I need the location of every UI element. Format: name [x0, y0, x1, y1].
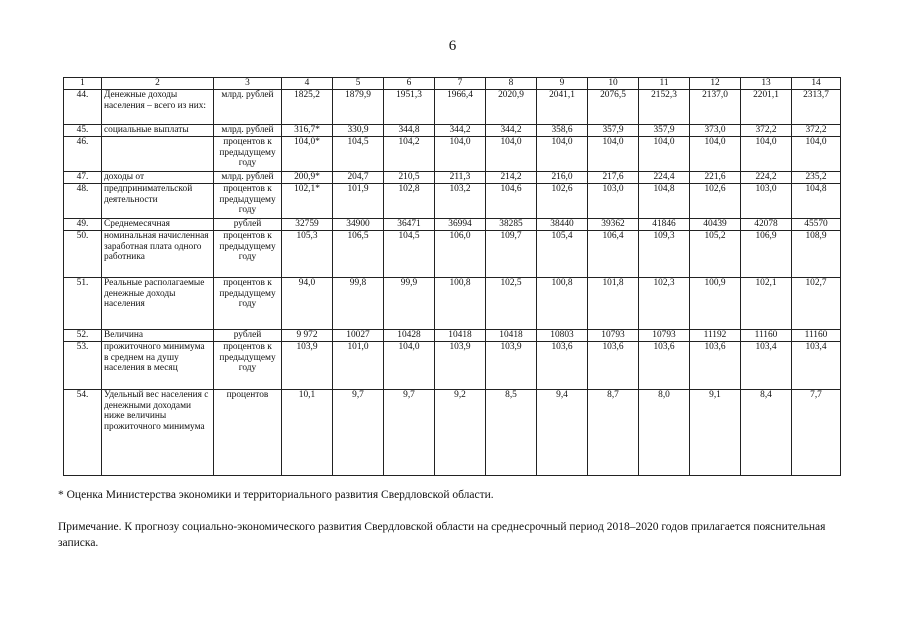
value-cell: 103,4 [741, 342, 792, 390]
value-cell: 104,0* [282, 137, 333, 172]
table-row [64, 278, 841, 330]
value-cell: 103,9 [486, 342, 537, 390]
value-cell: 105,4 [537, 231, 588, 278]
indicator-name: доходы от [102, 172, 214, 184]
note: Примечание. К прогнозу социально-экономического развития Свердловской области на среднесрочный период 2018–2020 годов прилагается пояснительная записка. [58, 521, 826, 549]
value-cell: 106,5 [333, 231, 384, 278]
row-number: 47. [64, 172, 102, 184]
value-cell: 224,4 [639, 172, 690, 184]
value-cell: 2137,0 [690, 90, 741, 125]
value-cell: 106,4 [588, 231, 639, 278]
value-cell: 103,0 [588, 184, 639, 219]
value-cell: 2041,1 [537, 90, 588, 125]
value-cell: 100,8 [435, 278, 486, 330]
value-cell: 100,8 [537, 278, 588, 330]
indicator-name: прожиточного минимума в среднем на душу населения в месяц [102, 342, 214, 390]
unit: процентов к предыдущему году [214, 137, 282, 172]
table-row [64, 390, 841, 476]
value-cell: 109,3 [639, 231, 690, 278]
value-cell: 104,2 [384, 137, 435, 172]
row-number: 53. [64, 342, 102, 390]
value-cell: 10418 [486, 330, 537, 342]
value-cell: 2020,9 [486, 90, 537, 125]
value-cell: 38440 [537, 219, 588, 231]
row-number: 44. [64, 90, 102, 125]
row-number: 46. [64, 137, 102, 172]
value-cell: 2313,7 [792, 90, 841, 125]
forecast-table [63, 77, 841, 476]
indicator-name: социальные выплаты [102, 125, 214, 137]
value-cell: 104,0 [537, 137, 588, 172]
column-header: 7 [435, 78, 486, 90]
value-cell: 2201,1 [741, 90, 792, 125]
indicator-name: номинальная начисленная заработная плата одного работника [102, 231, 214, 278]
value-cell: 40439 [690, 219, 741, 231]
value-cell: 210,5 [384, 172, 435, 184]
value-cell: 1966,4 [435, 90, 486, 125]
value-cell: 9,4 [537, 390, 588, 476]
table-row [64, 342, 841, 390]
value-cell: 106,9 [741, 231, 792, 278]
unit: процентов к предыдущему году [214, 342, 282, 390]
unit: рублей [214, 330, 282, 342]
value-cell: 104,0 [690, 137, 741, 172]
value-cell: 358,6 [537, 125, 588, 137]
value-cell: 42078 [741, 219, 792, 231]
value-cell: 104,0 [435, 137, 486, 172]
value-cell: 373,0 [690, 125, 741, 137]
value-cell: 357,9 [588, 125, 639, 137]
value-cell: 2076,5 [588, 90, 639, 125]
value-cell: 344,2 [435, 125, 486, 137]
row-number: 54. [64, 390, 102, 476]
column-header: 6 [384, 78, 435, 90]
column-header: 2 [102, 78, 214, 90]
page-number: 6 [448, 38, 457, 54]
value-cell: 104,0 [486, 137, 537, 172]
value-cell: 102,6 [690, 184, 741, 219]
value-cell: 9 972 [282, 330, 333, 342]
value-cell: 8,0 [639, 390, 690, 476]
value-cell: 99,9 [384, 278, 435, 330]
unit: процентов к предыдущему году [214, 278, 282, 330]
table-row [64, 184, 841, 219]
value-cell: 101,9 [333, 184, 384, 219]
value-cell: 10428 [384, 330, 435, 342]
value-cell: 10,1 [282, 390, 333, 476]
column-header: 8 [486, 78, 537, 90]
column-header: 11 [639, 78, 690, 90]
value-cell: 104,5 [333, 137, 384, 172]
row-number: 51. [64, 278, 102, 330]
value-cell: 9,7 [384, 390, 435, 476]
table-row [64, 172, 841, 184]
column-header: 3 [214, 78, 282, 90]
value-cell: 102,7 [792, 278, 841, 330]
value-cell: 214,2 [486, 172, 537, 184]
value-cell: 32759 [282, 219, 333, 231]
value-cell: 9,2 [435, 390, 486, 476]
value-cell: 103,2 [435, 184, 486, 219]
value-cell: 41846 [639, 219, 690, 231]
value-cell: 100,9 [690, 278, 741, 330]
value-cell: 104,6 [486, 184, 537, 219]
value-cell: 101,8 [588, 278, 639, 330]
row-number: 52. [64, 330, 102, 342]
value-cell: 11160 [792, 330, 841, 342]
value-cell: 372,2 [741, 125, 792, 137]
table-row [64, 137, 841, 172]
value-cell: 102,3 [639, 278, 690, 330]
table-row [64, 231, 841, 278]
table-row [64, 330, 841, 342]
value-cell: 105,2 [690, 231, 741, 278]
row-number: 50. [64, 231, 102, 278]
indicator-name: Величина [102, 330, 214, 342]
table-row [64, 125, 841, 137]
value-cell: 104,8 [639, 184, 690, 219]
value-cell: 11160 [741, 330, 792, 342]
table-row [64, 219, 841, 231]
value-cell: 200,9* [282, 172, 333, 184]
value-cell: 104,8 [792, 184, 841, 219]
value-cell: 104,0 [384, 342, 435, 390]
value-cell: 101,0 [333, 342, 384, 390]
value-cell: 106,0 [435, 231, 486, 278]
value-cell: 103,0 [741, 184, 792, 219]
value-cell: 8,7 [588, 390, 639, 476]
value-cell: 38285 [486, 219, 537, 231]
value-cell: 103,6 [639, 342, 690, 390]
value-cell: 104,0 [741, 137, 792, 172]
value-cell: 102,1 [741, 278, 792, 330]
unit: млрд. рублей [214, 125, 282, 137]
column-header: 5 [333, 78, 384, 90]
value-cell: 103,9 [435, 342, 486, 390]
value-cell: 235,2 [792, 172, 841, 184]
value-cell: 344,2 [486, 125, 537, 137]
value-cell: 10027 [333, 330, 384, 342]
value-cell: 1951,3 [384, 90, 435, 125]
unit: млрд. рублей [214, 90, 282, 125]
value-cell: 102,6 [537, 184, 588, 219]
value-cell: 1825,2 [282, 90, 333, 125]
value-cell: 344,8 [384, 125, 435, 137]
unit: процентов [214, 390, 282, 476]
table-row [64, 90, 841, 125]
value-cell: 102,1* [282, 184, 333, 219]
value-cell: 2152,3 [639, 90, 690, 125]
indicator-name [102, 137, 214, 172]
value-cell: 224,2 [741, 172, 792, 184]
value-cell: 94,0 [282, 278, 333, 330]
column-header: 1 [64, 78, 102, 90]
value-cell: 316,7* [282, 125, 333, 137]
value-cell: 108,9 [792, 231, 841, 278]
value-cell: 45570 [792, 219, 841, 231]
indicator-name: Удельный вес населения с денежными доходами ниже величины прожиточного минимума [102, 390, 214, 476]
value-cell: 372,2 [792, 125, 841, 137]
unit: млрд. рублей [214, 172, 282, 184]
value-cell: 10793 [588, 330, 639, 342]
value-cell: 103,6 [537, 342, 588, 390]
value-cell: 99,8 [333, 278, 384, 330]
value-cell: 39362 [588, 219, 639, 231]
value-cell: 9,1 [690, 390, 741, 476]
row-number: 48. [64, 184, 102, 219]
value-cell: 330,9 [333, 125, 384, 137]
unit: процентов к предыдущему году [214, 184, 282, 219]
value-cell: 102,5 [486, 278, 537, 330]
footnote: * Оценка Министерства экономики и территориального развития Свердловской области. [58, 489, 494, 501]
value-cell: 217,6 [588, 172, 639, 184]
value-cell: 10418 [435, 330, 486, 342]
value-cell: 104,0 [639, 137, 690, 172]
row-number: 45. [64, 125, 102, 137]
indicator-name: Среднемесячная [102, 219, 214, 231]
value-cell: 104,5 [384, 231, 435, 278]
value-cell: 103,9 [282, 342, 333, 390]
value-cell: 103,6 [690, 342, 741, 390]
value-cell: 103,4 [792, 342, 841, 390]
value-cell: 102,8 [384, 184, 435, 219]
value-cell: 1879,9 [333, 90, 384, 125]
value-cell: 11192 [690, 330, 741, 342]
value-cell: 221,6 [690, 172, 741, 184]
value-cell: 216,0 [537, 172, 588, 184]
indicator-name: предпринимательской деятельности [102, 184, 214, 219]
row-number: 49. [64, 219, 102, 231]
value-cell: 34900 [333, 219, 384, 231]
value-cell: 7,7 [792, 390, 841, 476]
value-cell: 10793 [639, 330, 690, 342]
unit: рублей [214, 219, 282, 231]
value-cell: 104,0 [588, 137, 639, 172]
value-cell: 357,9 [639, 125, 690, 137]
value-cell: 211,3 [435, 172, 486, 184]
value-cell: 36471 [384, 219, 435, 231]
indicator-name: Денежные доходы населения – всего из них: [102, 90, 214, 125]
value-cell: 204,7 [333, 172, 384, 184]
value-cell: 103,6 [588, 342, 639, 390]
unit: процентов к предыдущему году [214, 231, 282, 278]
column-header: 10 [588, 78, 639, 90]
column-header: 12 [690, 78, 741, 90]
column-header: 9 [537, 78, 588, 90]
column-header: 14 [792, 78, 841, 90]
value-cell: 104,0 [792, 137, 841, 172]
column-header: 4 [282, 78, 333, 90]
value-cell: 10803 [537, 330, 588, 342]
value-cell: 36994 [435, 219, 486, 231]
header-row [64, 78, 841, 90]
indicator-name: Реальные располагаемые денежные доходы населения [102, 278, 214, 330]
value-cell: 109,7 [486, 231, 537, 278]
value-cell: 8,5 [486, 390, 537, 476]
value-cell: 8,4 [741, 390, 792, 476]
value-cell: 105,3 [282, 231, 333, 278]
value-cell: 9,7 [333, 390, 384, 476]
column-header: 13 [741, 78, 792, 90]
